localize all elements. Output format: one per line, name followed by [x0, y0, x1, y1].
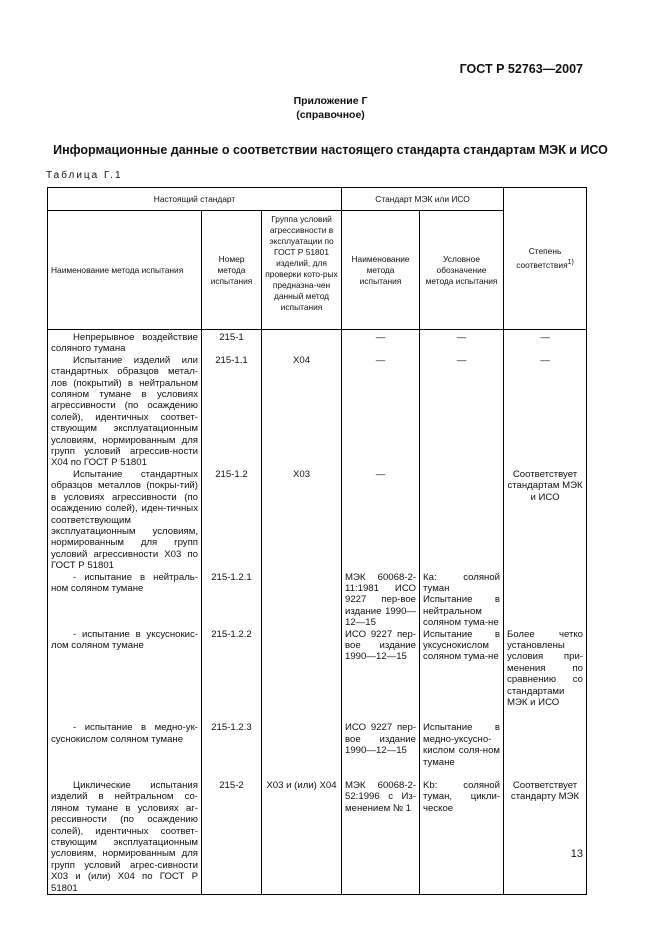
row-degree: —: [504, 355, 587, 469]
row-condition-group: Х03 и (или) Х04: [262, 768, 342, 895]
appendix-subtitle: (справочное): [296, 109, 365, 121]
row-condition-group: [262, 629, 342, 709]
column-header-method-name: Наименование метода испытания: [48, 211, 202, 330]
group-header-iec-iso: Стандарт МЭК или ИСО: [342, 188, 504, 211]
row-iec-designation: Ка: соляной туман Испытание в нейтральном соляном тума-не: [420, 572, 504, 629]
row-iec-designation: Испытание в уксуснокислом соляном тума-не: [420, 629, 504, 709]
row-degree: —: [504, 330, 587, 355]
row-method-number: 215-1.2.2: [202, 629, 262, 709]
row-degree: Более четко установлены условия при-менения по сравнению со стандартами МЭК и ИСО: [504, 629, 587, 709]
row-iec-name: —: [342, 469, 420, 572]
table-row: [48, 355, 587, 469]
row-method-number: 215-1.2: [202, 469, 262, 572]
row-iec-designation: —: [420, 355, 504, 469]
row-method-number: 215-1.1: [202, 355, 262, 469]
appendix-title: Приложение Г: [293, 95, 368, 107]
row-iec-designation: [420, 469, 504, 572]
row-method-name: - испытание в медно-ук-суснокислом соляном тумане: [48, 708, 202, 768]
row-method-number: 215-1: [202, 330, 262, 355]
row-iec-name: —: [342, 355, 420, 469]
row-degree: Соответствует стандартам МЭК и ИСО: [504, 469, 587, 572]
row-method-name: Непрерывное воздействие соляного тумана: [48, 330, 202, 355]
table-row: [48, 708, 587, 768]
correspondence-table: [47, 187, 587, 895]
column-header-iec-designation: Условное обозначение метода испытания: [420, 211, 504, 330]
row-iec-designation: —: [420, 330, 504, 355]
row-condition-group: [262, 708, 342, 768]
row-condition-group: [262, 572, 342, 629]
row-condition-group: Х03: [262, 469, 342, 572]
document-code: ГОСТ Р 52763—2007: [459, 62, 583, 76]
row-method-name: Испытание стандартных образцов металлов (покры-тий) в условиях агрессивности (по осаждению солей), иден-тичных соответствующим эксплуатационным условиям, нормированным для групп условий агрессивности Х03 по ГОСТ Р 51801: [48, 469, 202, 572]
table-row: [48, 469, 587, 572]
main-title: Информационные данные о соответствии настоящего стандарта стандартам МЭК и ИСО: [53, 143, 608, 157]
row-degree: [504, 708, 587, 768]
table-row: [48, 629, 587, 709]
degree-footnote-mark: 1): [567, 259, 574, 267]
column-header-method-number: Номер метода испытания: [202, 211, 262, 330]
row-method-name: - испытание в уксуснокис-лом соляном тумане: [48, 629, 202, 709]
degree-header-text: Степень соответствия: [516, 246, 568, 270]
column-header-degree: [504, 188, 587, 330]
row-method-number: 215-1.2.3: [202, 708, 262, 768]
row-method-name: Циклические испытания изделий в нейтральном со-ляном тумане в условиях аг-рессивности (по осаждению солей), идентичных соответ-ствующим эксплуатационным условиям, нормированным для групп условий агрес-сивности Х03 и (или) Х04 по ГОСТ Р 51801: [48, 768, 202, 895]
row-iec-name: —: [342, 330, 420, 355]
table-row: [48, 330, 587, 355]
row-iec-name: ИСО 9227 пер-вое издание 1990—12—15: [342, 708, 420, 768]
row-iec-designation: Kb: соляной туман, цикли-ческое: [420, 768, 504, 895]
page-number: 13: [570, 848, 583, 860]
row-condition-group: [262, 330, 342, 355]
column-header-iec-name: Наименование метода испытания: [342, 211, 420, 330]
row-method-number: 215-1.2.1: [202, 572, 262, 629]
row-method-number: 215-2: [202, 768, 262, 895]
column-header-condition-group: Группа условий агрессивности в эксплуатации по ГОСТ Р 51801 изделий, для проверки кото-рых предназна-чен данный метод испытания: [262, 211, 342, 330]
row-iec-name: МЭК 60068-2-52:1996 с Из-менением № 1: [342, 768, 420, 895]
row-degree: [504, 572, 587, 629]
table-label: Таблица Г.1: [46, 170, 123, 181]
row-method-name: Испытание изделий или стандартных образцов метал-лов (покрытий) в нейтральном соляном тумане в условиях агрессивности (по осаждению солей), идентичных соответ-ствующим эксплуатационным условиям, нормированным для групп условий агрессив-ности Х04 по ГОСТ Р 51801: [48, 355, 202, 469]
row-condition-group: Х04: [262, 355, 342, 469]
table-row: [48, 768, 587, 895]
row-degree: Соответствует стандарту МЭК: [504, 768, 587, 895]
row-iec-name: МЭК 60068-2-11:1981 ИСО 9227 пер-вое издание 1990—12—15: [342, 572, 420, 629]
row-iec-designation: Испытание в медно-уксусно-кислом соля-ном тумане: [420, 708, 504, 768]
group-header-national: Настоящий стандарт: [48, 188, 342, 211]
row-method-name: - испытание в нейтраль-ном соляном тумане: [48, 572, 202, 629]
table-row: [48, 572, 587, 629]
row-iec-name: ИСО 9227 пер-вое издание 1990—12—15: [342, 629, 420, 709]
